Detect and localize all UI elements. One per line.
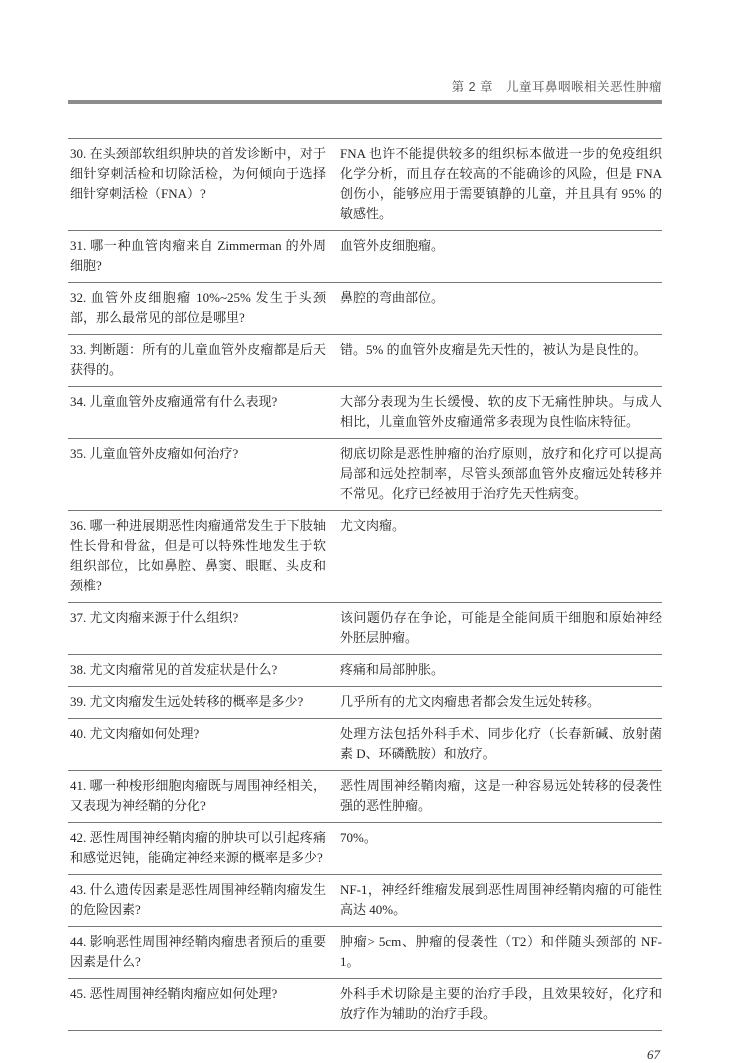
qa-row-44	[68, 927, 662, 979]
answer-cell: 彻底切除是恶性肿瘤的治疗原则，放疗和化疗可以提高局部和远处控制率，尽管头颈部血管外皮瘤远处转移并不常见。化疗已经被用于治疗先天性病变。	[340, 445, 662, 501]
answer-cell: 鼻腔的弯曲部位。	[340, 289, 445, 305]
answer-cell: 恶性周围神经鞘肉瘤，这是一种容易远处转移的侵袭性强的恶性肿瘤。	[340, 777, 662, 813]
question-cell: 41. 哪一种梭形细胞肉瘤既与周围神经相关，又表现为神经鞘的分化?	[70, 777, 326, 813]
question-cell: 31. 哪一种血管肉瘤来自 Zimmerman 的外周细胞?	[70, 237, 326, 273]
answer-cell: 肿瘤> 5cm、肿瘤的侵袭性（T2）和伴随头颈部的 NF-1。	[340, 933, 662, 969]
qa-row-31	[68, 231, 662, 283]
answer-cell: 几乎所有的尤文肉瘤患者都会发生远处转移。	[340, 693, 601, 709]
qa-row-43	[68, 875, 662, 927]
question-cell: 30. 在头颈部软组织肿块的首发诊断中，对于细针穿刺活检和切除活检，为何倾向于选择细针穿刺活检（FNA）?	[70, 145, 326, 201]
page-number: 67	[647, 1046, 660, 1062]
qa-table	[68, 138, 662, 1031]
qa-row-37	[68, 603, 662, 655]
answer-cell: 错。5% 的血管外皮瘤是先天性的，被认为是良性的。	[340, 341, 647, 357]
qa-row-32	[68, 283, 662, 335]
answer-cell: 尤文肉瘤。	[340, 517, 406, 533]
question-cell: 34. 儿童血管外皮瘤通常有什么表现?	[70, 393, 278, 409]
question-cell: 33. 判断题：所有的儿童血管外皮瘤都是后天获得的。	[70, 341, 326, 377]
header-rule	[68, 100, 662, 104]
qa-row-41	[68, 771, 662, 823]
question-cell: 44. 影响恶性周围神经鞘肉瘤患者预后的重要因素是什么?	[70, 933, 326, 969]
answer-cell: 疼痛和局部肿胀。	[340, 661, 445, 677]
answer-cell: 大部分表现为生长缓慢、软的皮下无痛性肿块。与成人相比，儿童血管外皮瘤通常多表现为良性临床特征。	[340, 393, 662, 429]
document-page	[68, 80, 662, 1063]
question-cell: 38. 尤文肉瘤常见的首发症状是什么?	[70, 661, 278, 677]
question-cell: 40. 尤文肉瘤如何处理?	[70, 725, 200, 741]
qa-row-36	[68, 511, 662, 603]
qa-row-39	[68, 687, 662, 719]
question-cell: 43. 什么遗传因素是恶性周围神经鞘肉瘤发生的危险因素?	[70, 881, 326, 917]
chapter-running-header: 第 2 章 儿童耳鼻咽喉相关恶性肿瘤	[451, 80, 662, 94]
answer-cell: FNA 也许不能提供较多的组织标本做进一步的免疫组织化学分析，而且存在较高的不能确诊的风险，但是 FNA 创伤小，能够应用于需要镇静的儿童，并且具有 95% 的敏感性。	[340, 145, 662, 221]
qa-row-40	[68, 719, 662, 771]
question-cell: 36. 哪一种进展期恶性肉瘤通常发生于下肢轴性长骨和骨盆，但是可以特殊性地发生于软组织部位，比如鼻腔、鼻窦、眼眶、头皮和颈椎?	[70, 517, 326, 593]
question-cell: 39. 尤文肉瘤发生远处转移的概率是多少?	[70, 693, 304, 709]
qa-row-34	[68, 387, 662, 439]
question-cell: 37. 尤文肉瘤来源于什么组织?	[70, 609, 239, 625]
answer-cell: 处理方法包括外科手术、同步化疗（长春新碱、放射菌素 D、环磷酰胺）和放疗。	[340, 725, 662, 761]
qa-row-45	[68, 979, 662, 1031]
qa-row-42	[68, 823, 662, 875]
answer-cell: 外科手术切除是主要的治疗手段，且效果较好，化疗和放疗作为辅助的治疗手段。	[340, 985, 662, 1021]
question-cell: 32. 血管外皮细胞瘤 10%~25% 发生于头颈部，那么最常见的部位是哪里?	[70, 289, 326, 325]
qa-row-35	[68, 439, 662, 511]
question-cell: 42. 恶性周围神经鞘肉瘤的肿块可以引起疼痛和感觉迟钝，能确定神经来源的概率是多少?	[70, 829, 326, 865]
question-cell: 35. 儿童血管外皮瘤如何治疗?	[70, 445, 239, 461]
answer-cell: 血管外皮细胞瘤。	[340, 237, 445, 253]
answer-cell: NF-1，神经纤维瘤发展到恶性周围神经鞘肉瘤的可能性高达 40%。	[340, 881, 662, 917]
qa-row-38	[68, 655, 662, 687]
qa-row-30	[68, 139, 662, 231]
answer-cell: 该问题仍存在争论，可能是全能间质干细胞和原始神经外胚层肿瘤。	[340, 609, 662, 645]
qa-row-33	[68, 335, 662, 387]
question-cell: 45. 恶性周围神经鞘肉瘤应如何处理?	[70, 985, 278, 1001]
answer-cell: 70%。	[340, 829, 377, 845]
